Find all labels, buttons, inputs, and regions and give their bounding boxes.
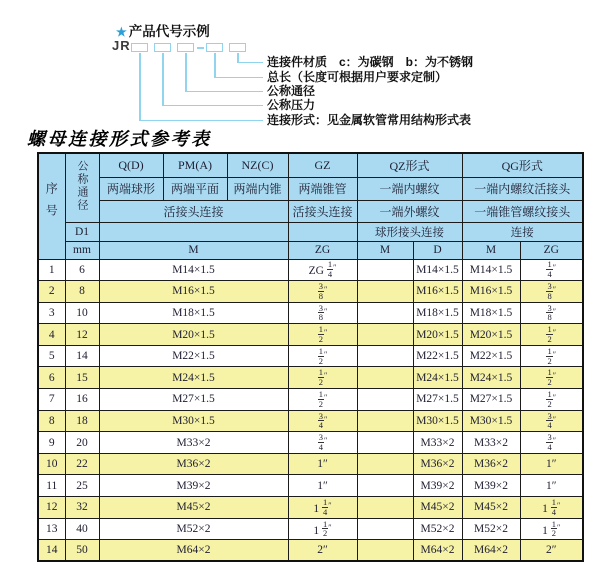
cell-qg-zg: 1 2″: [520, 367, 583, 389]
product-code-example-heading: [116, 20, 210, 40]
cell-serial: 5: [38, 345, 65, 367]
header-unit-zg: ZG: [288, 241, 357, 259]
cell-serial: 13: [38, 518, 65, 540]
cell-qz-d: M20×1.5: [413, 324, 462, 346]
cell-serial: 7: [38, 389, 65, 411]
cell-m-thread: M30×1.5: [99, 410, 288, 432]
cell-gz-zg: 1″: [288, 453, 357, 475]
cell-m-thread: M27×1.5: [99, 389, 288, 411]
cell-qg-m: M45×2: [462, 497, 520, 519]
cell-m-thread: M52×2: [99, 518, 288, 540]
cell-m-thread: M20×1.5: [99, 324, 288, 346]
cell-serial: 2: [38, 281, 65, 303]
label-total-length: 总长（长度可根据用户要求定制）: [267, 70, 448, 84]
product-code-prefix: JR: [112, 38, 131, 53]
cell-qz-m: [357, 475, 413, 497]
cell-qg-m: M16×1.5: [462, 281, 520, 303]
cell-dn-mm: 14: [65, 345, 99, 367]
cell-serial: 4: [38, 324, 65, 346]
cell-dn-mm: 8: [65, 281, 99, 303]
table-row: [38, 281, 583, 303]
cell-gz-zg: 1 2″: [288, 345, 357, 367]
header-unit-qz-d: D: [413, 241, 462, 259]
cell-gz-zg: 1 2″: [288, 324, 357, 346]
table-row: [38, 475, 583, 497]
cell-qz-m: [357, 497, 413, 519]
table-row: [38, 410, 583, 432]
cell-serial: 14: [38, 540, 65, 562]
cell-gz-zg: ZG 1 4″: [288, 259, 357, 281]
table-title: 螺母连接形式参考表: [27, 129, 212, 150]
cell-qg-zg: 3 4″: [520, 432, 583, 454]
cell-qz-d: M18×1.5: [413, 302, 462, 324]
cell-qg-zg: 1 2″: [520, 389, 583, 411]
cell-qg-zg: 1 2″: [520, 324, 583, 346]
cell-qz-d: M22×1.5: [413, 345, 462, 367]
cell-qz-d: M52×2: [413, 518, 462, 540]
cell-qz-d: M27×1.5: [413, 389, 462, 411]
cell-serial: 6: [38, 367, 65, 389]
table-body: [38, 259, 583, 561]
cell-qg-zg: 1 1 4″: [520, 497, 583, 519]
cell-m-thread: M36×2: [99, 453, 288, 475]
cell-qg-zg: 1 1 2″: [520, 518, 583, 540]
cell-qg-zg: 3 8″: [520, 302, 583, 324]
cell-serial: 11: [38, 475, 65, 497]
cell-qz-m: [357, 389, 413, 411]
cell-m-thread: M22×1.5: [99, 345, 288, 367]
table-header: [38, 153, 583, 259]
header-code-qg: QG形式: [462, 153, 583, 177]
table-row: [38, 518, 583, 540]
cell-m-thread: M33×2: [99, 432, 288, 454]
table-row: [38, 497, 583, 519]
header-desc-gz: 两端锥管: [288, 177, 357, 200]
header-empty-left: [99, 222, 288, 241]
header-ball-connection: 球形接头连接: [357, 222, 462, 241]
header-mm: mm: [65, 241, 99, 259]
table-row: [38, 324, 583, 346]
header-desc-pma: 两端平面: [163, 177, 227, 200]
cell-qg-m: M20×1.5: [462, 324, 520, 346]
table-row: [38, 453, 583, 475]
table-row: [38, 540, 583, 562]
header-desc-qg: 一端内螺纹活接头: [462, 177, 583, 200]
cell-qz-m: [357, 453, 413, 475]
table-row: [38, 302, 583, 324]
cell-gz-zg: 1 1 4″: [288, 497, 357, 519]
cell-dn-mm: 12: [65, 324, 99, 346]
cell-qg-zg: 1″: [520, 475, 583, 497]
cell-m-thread: M18×1.5: [99, 302, 288, 324]
code-box-5: [229, 43, 246, 52]
cell-qg-m: M39×2: [462, 475, 520, 497]
cell-qz-d: M30×1.5: [413, 410, 462, 432]
nut-connection-reference-table: [37, 152, 584, 562]
code-dash: [197, 47, 204, 49]
cell-gz-zg: 3 8″: [288, 281, 357, 303]
header-union-gz: 活接头连接: [288, 200, 357, 222]
cell-qg-m: M27×1.5: [462, 389, 520, 411]
header-desc-qd: 两端球形: [99, 177, 163, 200]
cell-qz-m: [357, 345, 413, 367]
header-d1: D1: [65, 222, 99, 241]
cell-qg-zg: 2″: [520, 540, 583, 562]
table-row: [38, 389, 583, 411]
cell-qg-m: M30×1.5: [462, 410, 520, 432]
cell-dn-mm: 10: [65, 302, 99, 324]
cell-qz-m: [357, 324, 413, 346]
cell-serial: 10: [38, 453, 65, 475]
cell-dn-mm: 50: [65, 540, 99, 562]
cell-qz-d: M64×2: [413, 540, 462, 562]
label-nominal-pressure: 公称压力: [267, 98, 316, 112]
cell-dn-mm: 15: [65, 367, 99, 389]
cell-m-thread: M45×2: [99, 497, 288, 519]
cell-qz-d: M16×1.5: [413, 281, 462, 303]
header-code-qz: QZ形式: [357, 153, 462, 177]
header-connection: 连接: [462, 222, 583, 241]
cell-qz-m: [357, 281, 413, 303]
cell-gz-zg: 1 2″: [288, 367, 357, 389]
header-serial: [38, 153, 65, 259]
cell-dn-mm: 25: [65, 475, 99, 497]
header-code-qd: Q(D): [99, 153, 163, 177]
cell-dn-mm: 40: [65, 518, 99, 540]
cell-m-thread: M16×1.5: [99, 281, 288, 303]
cell-qg-m: M22×1.5: [462, 345, 520, 367]
cell-serial: 8: [38, 410, 65, 432]
cell-dn-mm: 32: [65, 497, 99, 519]
code-box-3: [177, 43, 194, 52]
cell-gz-zg: 3 8″: [288, 302, 357, 324]
leader-line: [162, 53, 164, 106]
label-nominal-diameter: 公称通径: [267, 84, 316, 98]
cell-qz-m: [357, 367, 413, 389]
cell-qg-m: M24×1.5: [462, 367, 520, 389]
cell-qz-m: [357, 259, 413, 281]
cell-qz-d: M33×2: [413, 432, 462, 454]
product-code-example-text: 产品代号示例: [128, 24, 210, 39]
cell-qg-zg: 1 4″: [520, 259, 583, 281]
cell-dn-mm: 22: [65, 453, 99, 475]
cell-gz-zg: 3 4″: [288, 432, 357, 454]
cell-m-thread: M14×1.5: [99, 259, 288, 281]
cell-qg-m: M52×2: [462, 518, 520, 540]
cell-qg-m: M64×2: [462, 540, 520, 562]
header-code-gz: GZ: [288, 153, 357, 177]
cell-dn-mm: 18: [65, 410, 99, 432]
cell-qz-m: [357, 540, 413, 562]
header-ext-thread-qz: 一端外螺纹: [357, 200, 462, 222]
cell-serial: 9: [38, 432, 65, 454]
cell-qz-d: M45×2: [413, 497, 462, 519]
cell-qg-zg: 1″: [520, 453, 583, 475]
header-desc-qz: 一端内螺纹: [357, 177, 462, 200]
header-code-pma: PM(A): [163, 153, 227, 177]
cell-qg-zg: 1 2″: [520, 345, 583, 367]
cell-qz-m: [357, 432, 413, 454]
cell-qg-zg: 3 4″: [520, 410, 583, 432]
cell-gz-zg: 1″: [288, 475, 357, 497]
leader-line: [214, 53, 216, 78]
header-union-left: 活接头连接: [99, 200, 288, 222]
cell-gz-zg: 1 2″: [288, 389, 357, 411]
header-empty-gz: [288, 222, 357, 241]
cell-qg-m: M18×1.5: [462, 302, 520, 324]
cell-qg-zg: 3 8″: [520, 281, 583, 303]
cell-gz-zg: 3 4″: [288, 410, 357, 432]
header-unit-qg-zg: ZG: [520, 241, 583, 259]
leader-line: [162, 105, 263, 107]
table-row: [38, 345, 583, 367]
cell-m-thread: M24×1.5: [99, 367, 288, 389]
leader-line: [185, 91, 263, 93]
cell-qz-d: M24×1.5: [413, 367, 462, 389]
header-unit-qg-m: M: [462, 241, 520, 259]
table-row: [38, 432, 583, 454]
cell-gz-zg: 2″: [288, 540, 357, 562]
cell-qg-m: M36×2: [462, 453, 520, 475]
cell-serial: 12: [38, 497, 65, 519]
leader-line: [237, 62, 263, 64]
cell-qg-m: M33×2: [462, 432, 520, 454]
cell-qz-d: M14×1.5: [413, 259, 462, 281]
cell-serial: 3: [38, 302, 65, 324]
star-icon: ★: [116, 25, 127, 39]
cell-gz-zg: 1 1 2″: [288, 518, 357, 540]
code-box-4: [206, 43, 223, 52]
leader-line: [139, 120, 263, 122]
header-code-nzc: NZ(C): [227, 153, 288, 177]
header-unit-m: M: [99, 241, 288, 259]
header-serial-text: 序号: [44, 182, 59, 227]
label-connection-form: 连接形式：见金属软管常用结构形式表: [267, 113, 472, 127]
leader-line: [214, 77, 263, 79]
cell-m-thread: M64×2: [99, 540, 288, 562]
table-row: [38, 259, 583, 281]
header-diameter: [65, 153, 99, 222]
cell-qz-m: [357, 410, 413, 432]
cell-dn-mm: 16: [65, 389, 99, 411]
cell-dn-mm: 20: [65, 432, 99, 454]
cell-qz-m: [357, 518, 413, 540]
cell-qz-m: [357, 302, 413, 324]
cell-qz-d: M36×2: [413, 453, 462, 475]
code-box-2: [154, 43, 171, 52]
leader-line: [139, 53, 141, 121]
cell-serial: 1: [38, 259, 65, 281]
label-connector-material: 连接件材质 c：为碳钢 b：为不锈钢: [267, 55, 474, 69]
header-desc-nzc: 两端内锥: [227, 177, 288, 200]
code-box-1: [131, 43, 148, 52]
header-taper-joint-qg: 一端锥管螺纹接头: [462, 200, 583, 222]
cell-qg-m: M14×1.5: [462, 259, 520, 281]
cell-dn-mm: 6: [65, 259, 99, 281]
cell-qz-d: M39×2: [413, 475, 462, 497]
table-row: [38, 367, 583, 389]
leader-line: [185, 53, 187, 92]
cell-m-thread: M39×2: [99, 475, 288, 497]
header-diameter-text: 公称通径: [76, 159, 88, 212]
header-unit-qz-m: M: [357, 241, 413, 259]
